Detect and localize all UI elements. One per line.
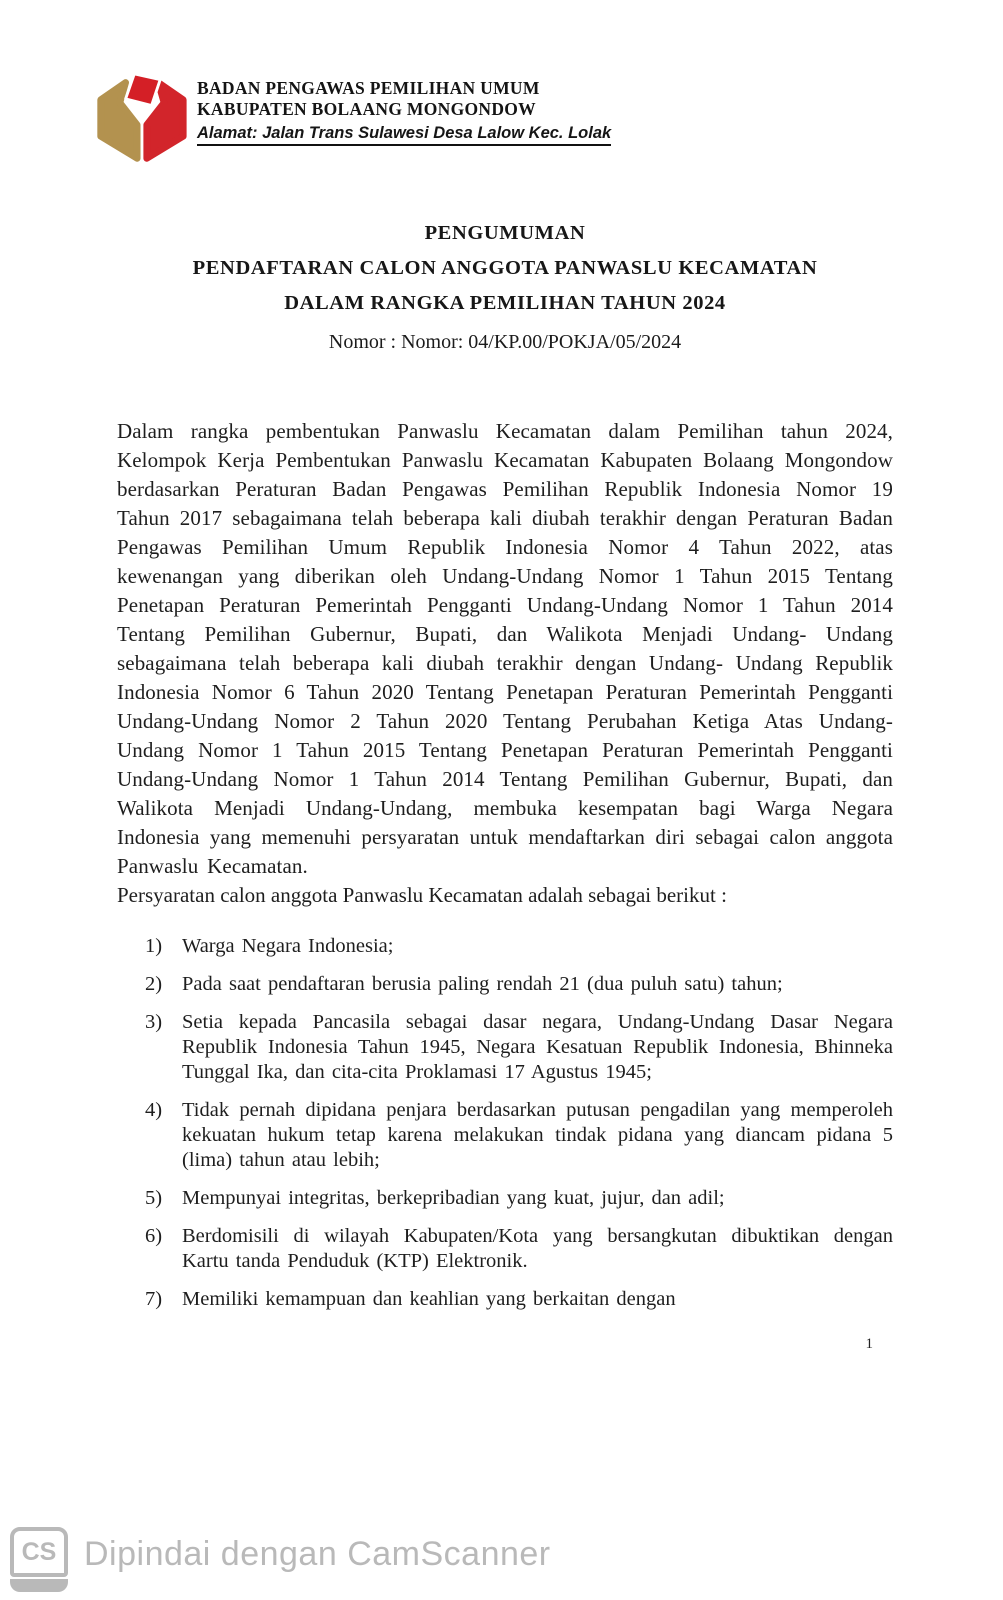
org-name-line1: BADAN PENGAWAS PEMILIHAN UMUM [197, 78, 540, 98]
item-text: Berdomisili di wilayah Kabupaten/Kota yang bersangkutan dibuktikan dengan Kartu tanda Penduduk (KTP) Elektronik. [182, 1225, 893, 1272]
requirement-item-3 [145, 1010, 893, 1085]
item-number: 5) [145, 1187, 163, 1209]
item-number: 2) [145, 973, 163, 995]
item-text: Memiliki kemampuan dan keahlian yang berkaitan dengan [182, 1288, 676, 1310]
item-number: 7) [145, 1288, 163, 1310]
camscanner-watermark [10, 1527, 551, 1592]
org-address: Alamat: Jalan Trans Sulawesi Desa Lalow Kec. Lolak [197, 123, 611, 146]
camscanner-watermark-text: Dipindai dengan CamScanner [84, 1535, 551, 1573]
document-number: Nomor : Nomor: 04/KP.00/POKJA/05/2024 [328, 331, 682, 353]
page-number: 1 [865, 1336, 873, 1352]
item-text: Warga Negara Indonesia; [182, 935, 394, 957]
item-number: 1) [145, 935, 163, 957]
camscanner-cs-letters: CS [10, 1527, 68, 1577]
requirement-item-1 [145, 934, 893, 959]
camscanner-cs-icon-base [10, 1579, 68, 1592]
requirement-item-7 [145, 1287, 893, 1312]
document-title-line2: PENDAFTARAN CALON ANGGOTA PANWASLU KECAMATAN [192, 257, 818, 279]
letterhead-text [197, 66, 611, 146]
document-title-line3: DALAM RANGKA PEMILIHAN TAHUN 2024 [284, 292, 726, 314]
requirements-list [117, 934, 893, 1312]
letterhead [93, 66, 893, 172]
document-body [117, 417, 893, 1312]
document-title-line1: PENGUMUMAN [424, 222, 586, 244]
item-text: Tidak pernah dipidana penjara berdasarkan putusan pengadilan yang memperoleh kekuatan hukum tetap karena melakukan tindak pidana yang diancam pidana 5 (lima) tahun atau lebih; [182, 1099, 893, 1171]
item-number: 4) [145, 1099, 163, 1121]
camscanner-cs-icon [10, 1527, 68, 1592]
item-text: Pada saat pendaftaran berusia paling rendah 21 (dua puluh satu) tahun; [182, 973, 783, 995]
requirement-item-4 [145, 1098, 893, 1173]
requirements-intro: Persyaratan calon anggota Panwaslu Kecamatan adalah sebagai berikut : [117, 883, 727, 907]
requirement-item-6 [145, 1224, 893, 1274]
title-block [117, 216, 893, 357]
item-number: 3) [145, 1011, 163, 1033]
item-number: 6) [145, 1225, 163, 1247]
item-text: Setia kepada Pancasila sebagai dasar negara, Undang-Undang Dasar Negara Republik Indonesia Tahun 1945, Negara Kesatuan Republik Indonesia, Bhinneka Tunggal Ika, dan cita-cita Proklamasi 17 Agustus 1945; [182, 1011, 893, 1083]
requirement-item-5 [145, 1186, 893, 1211]
bawaslu-ballot-box-logo-icon [93, 66, 189, 172]
org-name-line2: KABUPATEN BOLAANG MONGONDOW [197, 99, 536, 119]
requirement-item-2 [145, 972, 893, 997]
item-text: Mempunyai integritas, berkepribadian yang kuat, jujur, dan adil; [182, 1187, 725, 1209]
opening-paragraph: Dalam rangka pembentukan Panwaslu Kecamatan dalam Pemilihan tahun 2024, Kelompok Kerja Pembentukan Panwaslu Kecamatan Kabupaten Bolaang Mongondow berdasarkan Peraturan Badan Pengawas Pemilihan Republik Indonesia Nomor 19 Tahun 2017 sebagaimana telah beberapa kali diubah terakhir dengan Peraturan Badan Pengawas Pemilihan Umum Republik Indonesia Nomor 4 Tahun 2022, atas kewenangan yang diberikan oleh Undang-Undang Nomor 1 Tahun 2015 Tentang Penetapan Peraturan Pemerintah Pengganti Undang-Undang Nomor 1 Tahun 2014 Tentang Pemilihan Gubernur, Bupati, dan Walikota Menjadi Undang- Undang sebagaimana telah beberapa kali diubah terakhir dengan Undang- Undang Republik Indonesia Nomor 6 Tahun 2020 Tentang Penetapan Peraturan Pemerintah Pengganti Undang-Undang Nomor 2 Tahun 2020 Tentang Perubahan Ketiga Atas Undang-Undang Nomor 1 Tahun 2015 Tentang Penetapan Peraturan Pemerintah Pengganti Undang-Undang Nomor 1 Tahun 2014 Tentang Pemilihan Gubernur, Bupati, dan Walikota Menjadi Undang-Undang, membuka kesempatan bagi Warga Negara Indonesia yang memenuhi persyaratan untuk mendaftarkan diri sebagai calon anggota Panwaslu Kecamatan. [117, 419, 893, 878]
